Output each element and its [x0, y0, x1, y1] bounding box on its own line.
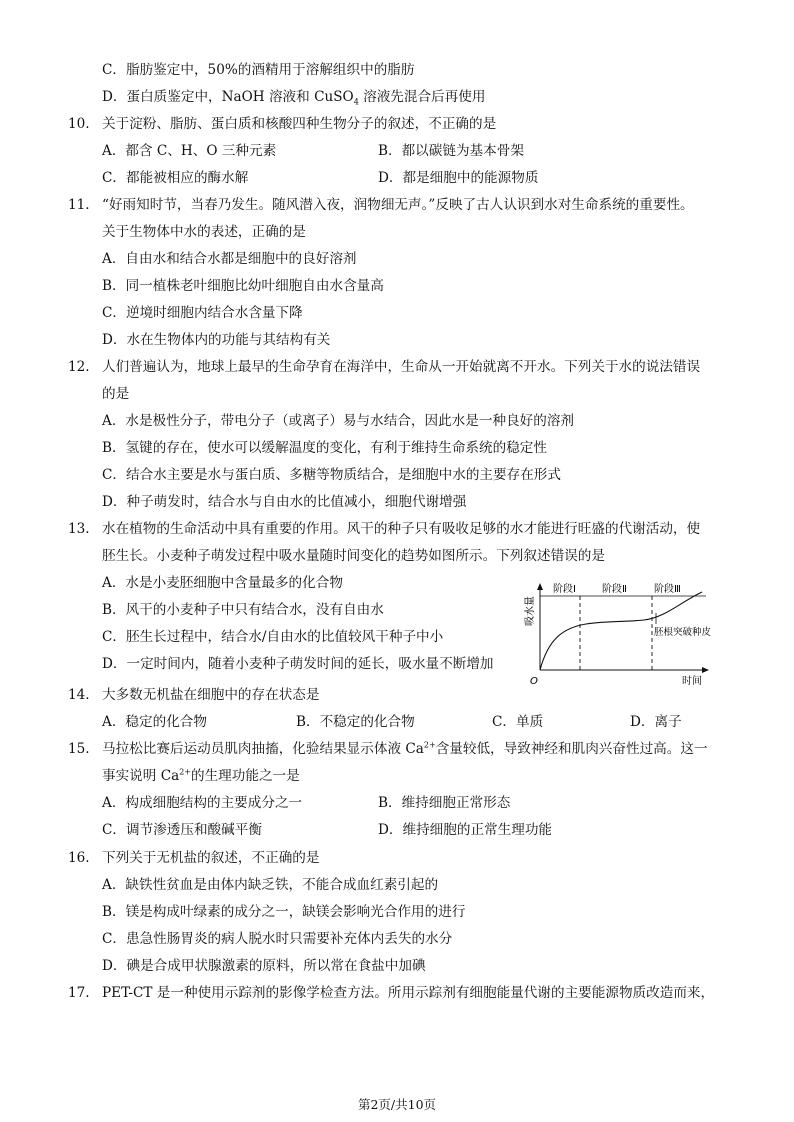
question-16-option-d: D．碘是合成甲状腺激素的原料，所以常在食盐中加碘	[102, 958, 426, 974]
question-11-option-c: C．逆境时细胞内结合水含量下降	[102, 305, 303, 321]
question-10-option-d: D．都是细胞中的能源物质	[378, 170, 539, 186]
question-14-option-a: A．稳定的化合物	[102, 714, 207, 730]
stage-2-label: 阶段Ⅱ	[602, 584, 627, 595]
question-12-stem-line1: 人们普遍认为，地球上最早的生命孕育在海洋中，生命从一开始就离不开水。下列关于水的说法错误	[102, 359, 701, 375]
question-17-stem: PET-CT 是一种使用示踪剂的影像学检查方法。所用示踪剂有细胞能量代谢的主要能源物质改造而来，	[102, 985, 715, 1001]
question-16-option-a: A．缺铁性贫血是由体内缺乏铁，不能合成血红素引起的	[102, 877, 439, 893]
x-axis-arrow	[702, 667, 709, 673]
question-12-option-b: B．氢键的存在，使水可以缓解温度的变化，有利于维持生命系统的稳定性	[102, 440, 547, 456]
question-15-option-b: B．维持细胞正常形态	[378, 795, 511, 811]
question-14-option-b: B．不稳定的化合物	[296, 714, 415, 730]
x-axis-label: 时间	[682, 676, 702, 687]
question-13-option-a: A．水是小麦胚细胞中含量最多的化合物	[102, 575, 343, 591]
question-12-option-d: D．种子萌发时，结合水与自由水的比值减小，细胞代谢增强	[102, 494, 467, 510]
question-13-number: 13.	[68, 521, 90, 537]
question-11-option-d: D．水在生物体内的功能与其结构有关	[102, 332, 331, 348]
question-14-option-c: C．单质	[492, 714, 544, 730]
question-15-option-d: D．维持细胞的正常生理功能	[378, 822, 553, 838]
question-15-option-c: C．调节渗透压和酸碱平衡	[102, 822, 262, 838]
question-13-option-c: C．胚生长过程中，结合水/自由水的比值较风干种子中小	[102, 629, 444, 645]
question-10-number: 10.	[68, 116, 90, 132]
question-16-option-c: C．患急性肠胃炎的病人脱水时只需要补充体内丢失的水分	[102, 931, 453, 947]
question-10-stem: 关于淀粉、脂肪、蛋白质和核酸四种生物分子的叙述，不正确的是	[102, 116, 497, 132]
question-12-option-c: C．结合水主要是水与蛋白质、多糖等物质结合，是细胞中水的主要存在形式	[102, 467, 561, 483]
q15-line2-pre: 事实说明 Ca	[102, 768, 180, 784]
question-10-option-b: B．都以碳链为基本骨架	[378, 143, 524, 159]
option-c-fat: C．脂肪鉴定中，50%的酒精用于溶解组织中的脂肪	[102, 62, 415, 78]
question-17-number: 17.	[68, 985, 90, 1001]
question-12-option-a: A．水是极性分子，带电分子（或离子）易与水结合，因此水是一种良好的溶剂	[102, 413, 575, 429]
q15-line1-sup: 2+	[423, 740, 436, 750]
question-14-option-d: D．离子	[630, 714, 682, 730]
question-16-number: 16.	[68, 850, 90, 866]
question-15-stem-line1	[102, 739, 708, 759]
question-11-option-a: A．自由水和结合水都是细胞中的良好溶剂	[102, 251, 357, 267]
question-14-number: 14.	[68, 687, 90, 703]
question-11-option-b: B．同一植株老叶细胞比幼叶细胞自由水含量高	[102, 278, 384, 294]
question-15-option-a: A．构成细胞结构的主要成分之一	[102, 795, 303, 811]
option-d-protein	[102, 87, 485, 107]
q15-line1-pre: 马拉松比赛后运动员肌肉抽搐，化验结果显示体液 Ca	[102, 741, 424, 757]
y-axis-label: 吸水量	[525, 596, 536, 626]
question-15-stem-line2	[102, 766, 300, 786]
question-10-option-a: A．都含 C、H、O 三种元素	[102, 143, 277, 159]
page-footer: 第2页/共10页	[357, 1097, 437, 1112]
water-absorption-figure	[506, 580, 718, 688]
annotation-label: 胚根突破种皮	[654, 627, 712, 638]
question-15-number: 15.	[68, 741, 90, 757]
question-13-stem-line1: 水在植物的生命活动中具有重要的作用。风干的种子只有吸收足够的水才能进行旺盛的代谢活动，使	[102, 521, 701, 537]
subscript-4: 4	[353, 97, 359, 107]
question-13-option-b: B．风干的小麦种子中只有结合水，没有自由水	[102, 602, 384, 618]
question-11-stem-line2: 关于生物体中水的表述，正确的是	[102, 224, 306, 240]
y-axis-arrow	[537, 583, 543, 590]
question-11-stem-line1: “好雨知时节，当春乃发生。随风潜入夜，润物细无声。”反映了古人认识到水对生命系统的重要性。	[102, 197, 694, 213]
origin-label: O	[530, 676, 538, 687]
question-10-option-c: C．都能被相应的酶水解	[102, 170, 249, 186]
stage-1-label: 阶段Ⅰ	[553, 584, 576, 595]
question-12-stem-line2: 的是	[102, 386, 130, 402]
question-16-stem: 下列关于无机盐的叙述，不正确的是	[102, 850, 320, 866]
question-14-stem: 大多数无机盐在细胞中的存在状态是	[102, 687, 320, 703]
q15-line2-sup: 2+	[179, 767, 191, 777]
question-11-number: 11.	[68, 197, 90, 213]
question-13-stem-line2: 胚生长。小麦种子萌发过程中吸水量随时间变化的趋势如图所示。下列叙述错误的是	[102, 548, 605, 564]
question-12-number: 12.	[68, 359, 90, 375]
q15-line2-post: 的生理功能之一是	[191, 768, 300, 784]
option-d-text-pre: D．蛋白质鉴定中，NaOH 溶液和 CuSO	[102, 89, 354, 105]
question-16-option-b: B．镁是构成叶绿素的成分之一，缺镁会影响光合作用的进行	[102, 904, 466, 920]
q15-line1-post: 含量较低，导致神经和肌肉兴奋性过高。这一	[435, 741, 708, 757]
option-d-text-post: 溶液先混合后再使用	[358, 89, 486, 105]
stage-3-label: 阶段Ⅲ	[654, 584, 681, 595]
question-13-option-d: D．一定时间内，随着小麦种子萌发时间的延长，吸水量不断增加	[102, 656, 494, 672]
